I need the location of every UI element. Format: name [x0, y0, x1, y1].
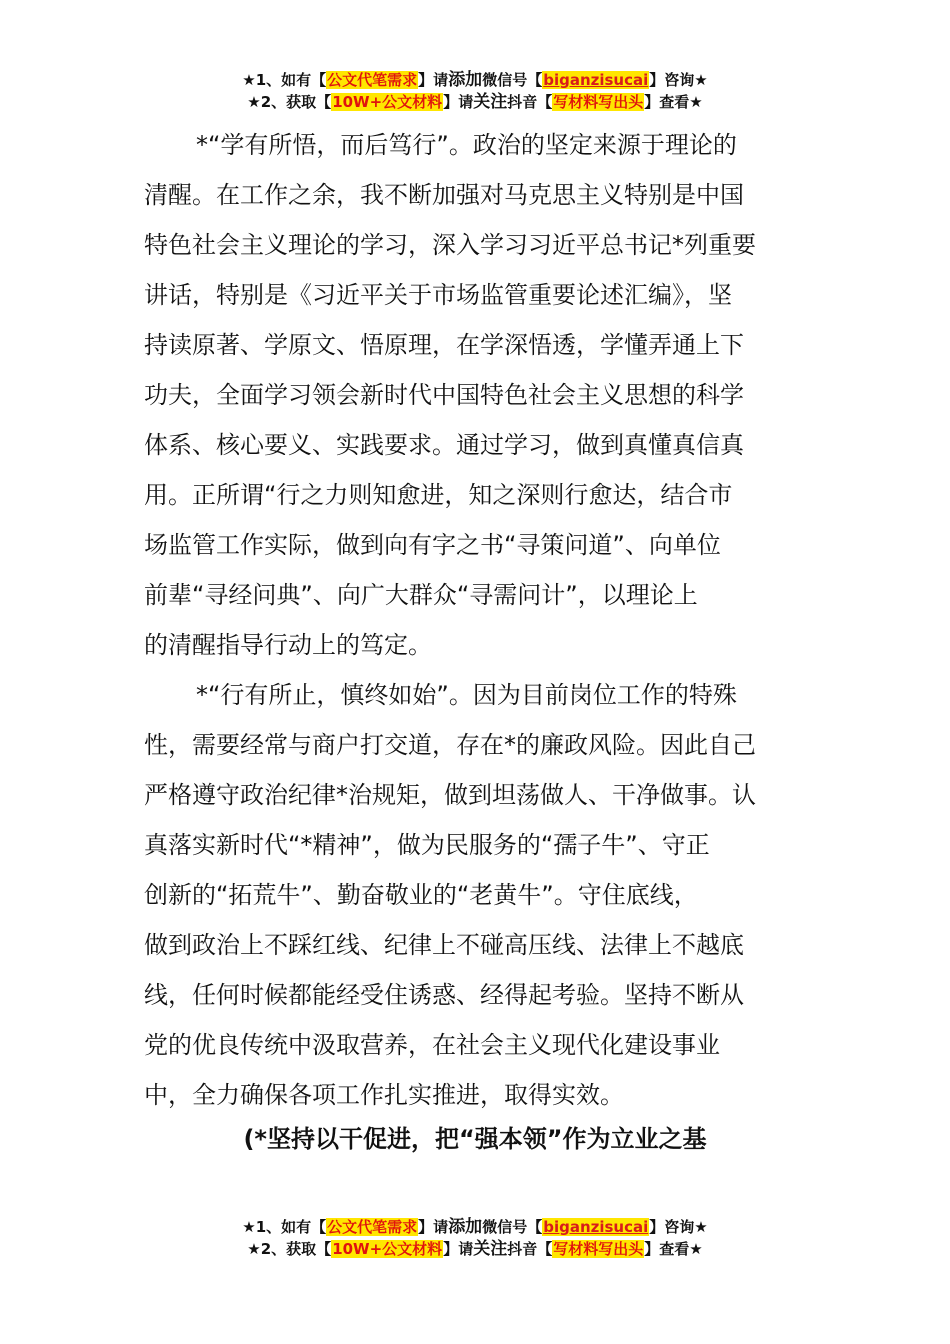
text-line: 线，任何时候都能经受住诱惑、经得起考验。坚持不断从: [144, 981, 744, 1009]
text-line: 真落实新时代“*精神”，做为民服务的“孺子牛”、守正: [144, 831, 710, 859]
footer-banner: [0, 1216, 950, 1260]
text-line: 场监管工作实际，做到向有字之书“寻策问道”、向单位: [144, 531, 721, 559]
wechat-id-link[interactable]: biganzisucai: [543, 1218, 649, 1236]
banner-line-2: ★2、获取【10W+公文材料】请关注抖音【写材料写出头】查看★: [247, 92, 703, 112]
text-line: 体系、核心要义、实践要求。通过学习，做到真懂真信真: [144, 431, 744, 459]
text-line: 性，需要经常与商户打交道，存在*的廉政风险。因此自己: [144, 731, 756, 759]
paragraph-discipline: [144, 670, 808, 1120]
banner-line-2: ★2、获取【10W+公文材料】请关注抖音【写材料写出头】查看★: [247, 1239, 703, 1259]
text-line: *“学有所悟，而后笃行”。政治的坚定来源于理论的: [196, 131, 737, 159]
banner-line-1: ★1、如有【公文代笔需求】请添加微信号【biganzisucai】咨询★: [242, 70, 708, 90]
highlight-service: 公文代笔需求: [327, 1218, 418, 1236]
header-banner: [0, 69, 950, 113]
text-line: 做到政治上不踩红线、纪律上不碰高压线、法律上不越底: [144, 931, 744, 959]
highlight-service: 公文代笔需求: [327, 71, 418, 89]
text-line: 严格遵守政治纪律*治规矩，做到坦荡做人、干净做事。认: [144, 781, 756, 809]
text-line: 用。正所谓“行之力则知愈进，知之深则行愈达，结合市: [144, 481, 733, 509]
douyin-account: 写材料写出头: [553, 93, 644, 111]
paragraph-study: [144, 120, 808, 670]
highlight-materials: 10W+公文材料: [332, 93, 443, 111]
text-line: 前辈“寻经问典”、向广大群众“寻需问计”，以理论上: [144, 581, 698, 609]
douyin-account: 写材料写出头: [553, 1240, 644, 1258]
wechat-id-link[interactable]: biganzisucai: [543, 71, 649, 89]
highlight-materials: 10W+公文材料: [332, 1240, 443, 1258]
text-line: 持读原著、学原文、悟原理，在学深悟透，学懂弄通上下: [144, 331, 744, 359]
text-line: 功夫，全面学习领会新时代中国特色社会主义思想的科学: [144, 381, 744, 409]
banner-line-1: ★1、如有【公文代笔需求】请添加微信号【biganzisucai】咨询★: [242, 1217, 708, 1237]
document-body: [144, 120, 808, 1120]
text-line: 清醒。在工作之余，我不断加强对马克思主义特别是中国: [144, 181, 744, 209]
text-line: 的清醒指导行动上的笃定。: [144, 631, 432, 659]
text-line: 党的优良传统中汲取营养，在社会主义现代化建设事业: [144, 1031, 720, 1059]
text-line: *“行有所止，慎终如始”。因为目前岗位工作的特殊: [196, 681, 737, 709]
text-line: 中，全力确保各项工作扎实推进，取得实效。: [144, 1081, 624, 1109]
text-line: 创新的“拓荒牛”、勤奋敬业的“老黄牛”。守住底线，: [144, 881, 698, 909]
section-heading: (*坚持以干促进，把“强本领”作为立业之基: [243, 1125, 707, 1153]
text-line: 特色社会主义理论的学习，深入学习习近平总书记*列重要: [144, 231, 756, 259]
text-line: 讲话，特别是《习近平关于市场监管重要论述汇编》，坚: [144, 281, 732, 309]
